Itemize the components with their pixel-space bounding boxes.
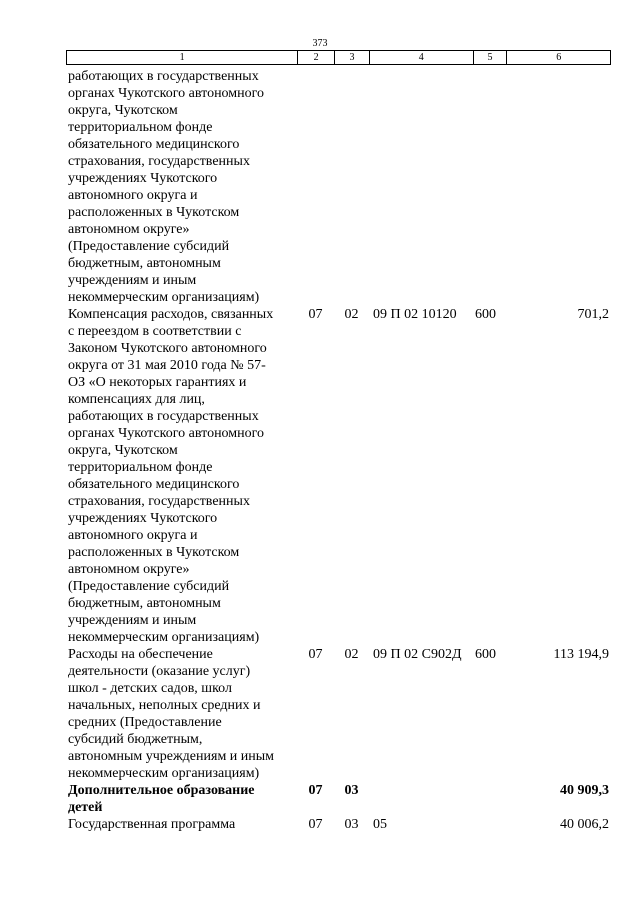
row-target-article: 05 [373, 817, 387, 832]
row-name: Дополнительное образование детей [68, 783, 255, 815]
table-row [66, 816, 611, 833]
row-name: Компенсация расходов, связанных с переездом в соответствии с Законом Чукотского автономного округа от 31 мая 2010 года № 57- ОЗ «О некоторых гарантиях и компенсациях для лиц, работающих в государственных органах Чукотского автономного округа, Чукотском территориальном фонде обязательного медицинского страхования, государственных учреждениях Чукотского автономного округа и расположенных в Чукотском автономном округе» (Предоставление субсидий бюджетным, автономным учреждениям и иным некоммерческим организациям) [68, 307, 274, 645]
row-target-article: 09 П 02 10120 [373, 307, 457, 322]
row-subsection: 03 [344, 817, 359, 832]
table-row [66, 782, 611, 816]
row-target-article [369, 68, 473, 306]
header-col-1: 1 [179, 52, 185, 63]
row-target-article [369, 782, 473, 816]
table-row [66, 68, 611, 306]
row-amount: 40 909,3 [560, 783, 609, 798]
header-col-4: 4 [369, 51, 473, 64]
row-subsection: 03 [344, 783, 359, 798]
row-name: работающих в государственных органах Чукотского автономного округа, Чукотском территориальном фонде обязательного медицинского страхования, государственных учреждениях Чукотского автономного округа и расположенных в Чукотском автономном округе» (Предоставление субсидий бюджетным, автономным учреждениям и иным некоммерческим организациям) [68, 69, 265, 305]
table-row [66, 646, 611, 782]
row-section [297, 68, 334, 306]
row-subsection: 02 [344, 307, 359, 322]
row-expense-type [473, 816, 507, 833]
row-section: 07 [308, 817, 323, 832]
row-amount [507, 68, 611, 306]
header-col-2: 2 [297, 51, 334, 64]
header-col-6: 6 [506, 51, 610, 64]
row-name: Государственная программа [68, 817, 236, 832]
row-amount: 40 006,2 [560, 817, 609, 832]
table-row [66, 306, 611, 646]
row-amount: 113 194,9 [553, 647, 609, 662]
row-amount: 701,2 [577, 307, 609, 322]
row-section: 07 [308, 307, 323, 322]
row-section: 07 [308, 647, 323, 662]
row-expense-type: 600 [475, 307, 496, 322]
row-subsection [334, 68, 369, 306]
row-expense-type [473, 782, 507, 816]
table-body [66, 68, 611, 833]
row-subsection: 02 [344, 647, 359, 662]
header-col-3: 3 [334, 51, 369, 64]
row-name: Расходы на обеспечение деятельности (оказание услуг) школ - детских садов, школ начальных, неполных средних и средних (Предоставление субсидий бюджетным, автономным учреждениям и иным некоммерческим организациям) [68, 647, 275, 781]
row-expense-type [473, 68, 507, 306]
row-target-article: 09 П 02 С902Д [373, 647, 462, 662]
row-expense-type: 600 [475, 647, 496, 662]
table-header-row [66, 50, 611, 65]
row-section: 07 [308, 783, 323, 798]
page-number: 373 [312, 38, 328, 49]
header-col-5: 5 [473, 51, 507, 64]
